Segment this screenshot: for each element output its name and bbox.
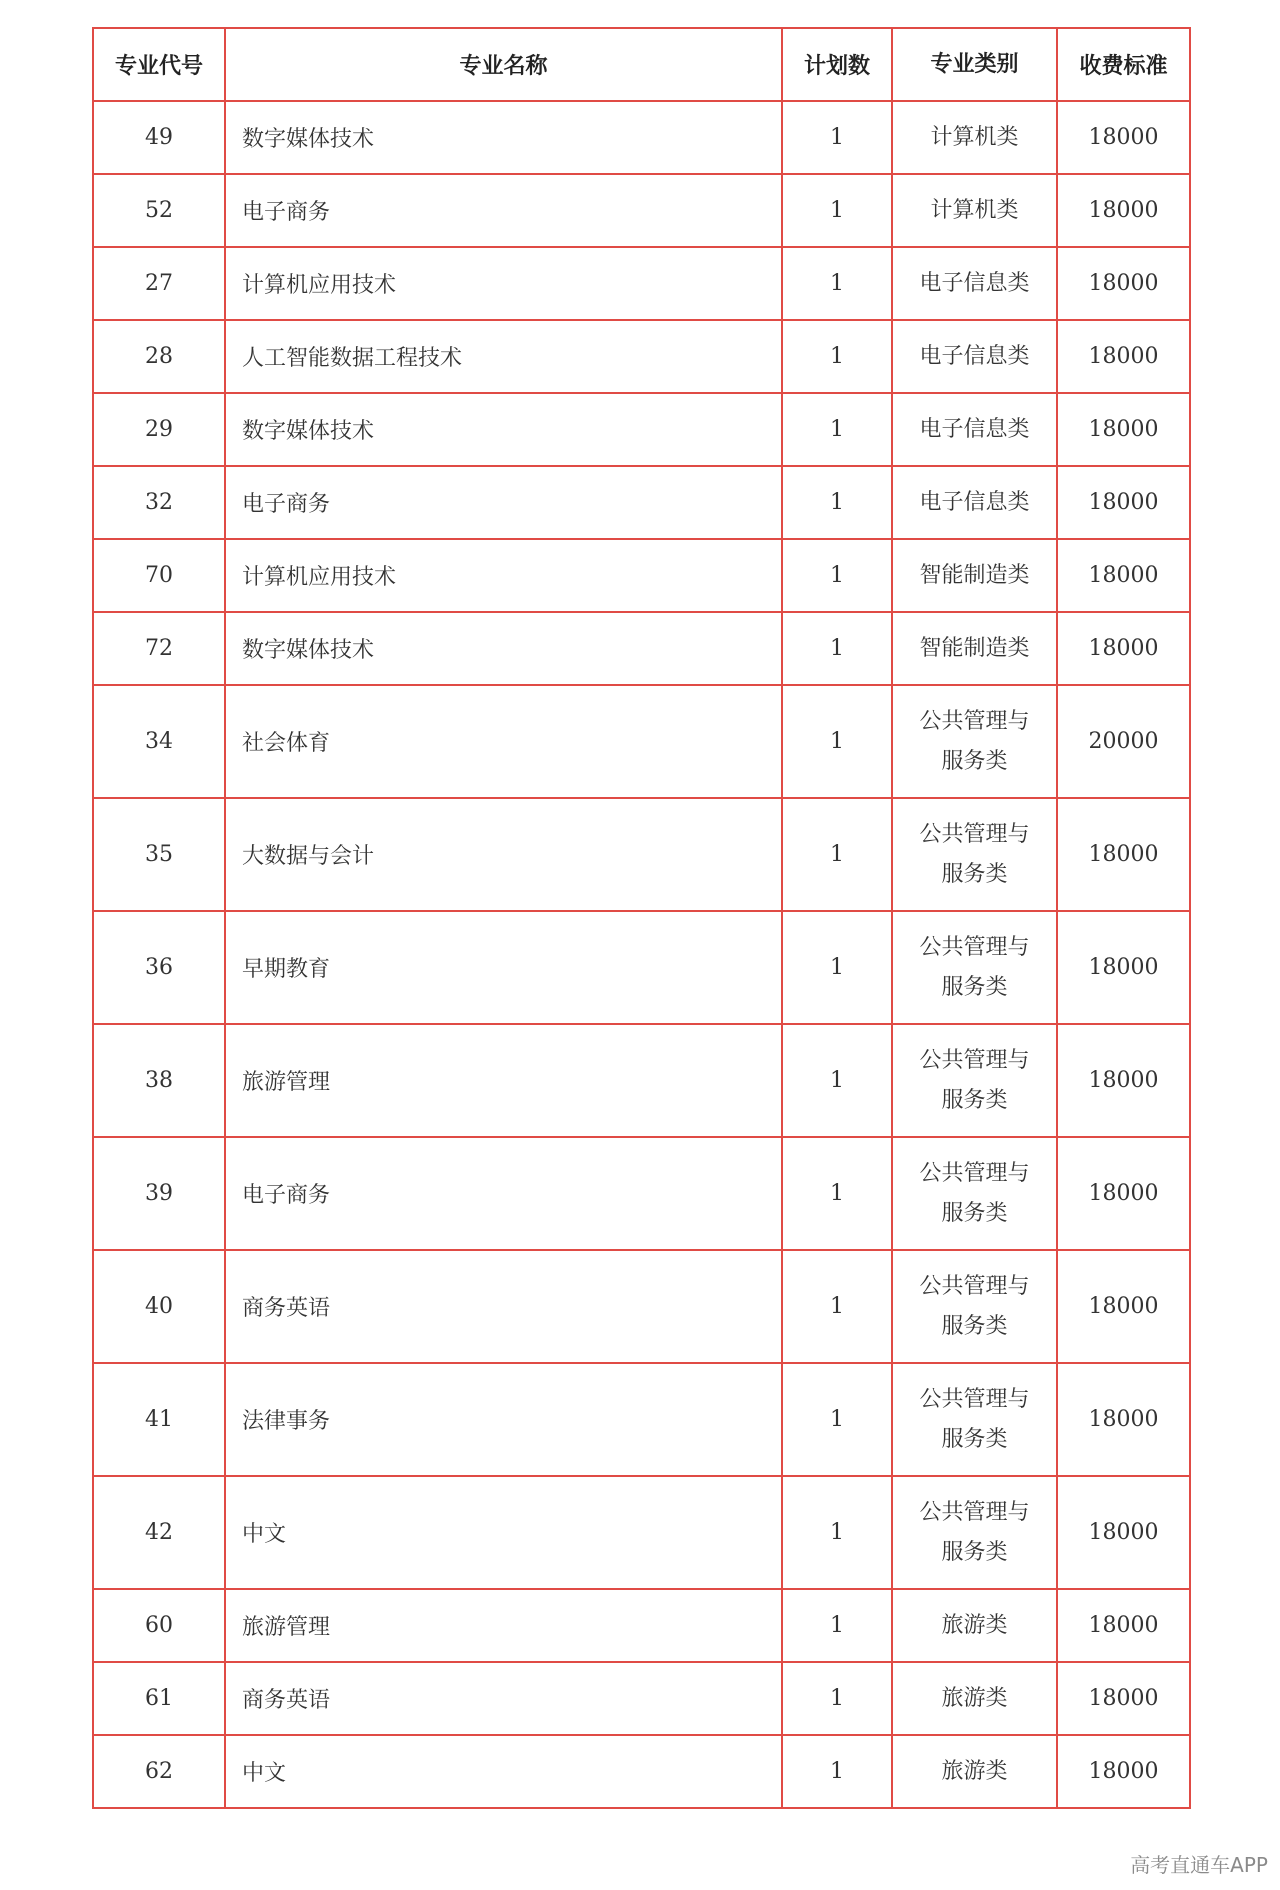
cell-plan: 1 — [782, 174, 892, 247]
cell-category — [892, 539, 1057, 612]
cell-plan: 1 — [782, 101, 892, 174]
cell-code: 49 — [93, 101, 225, 174]
table-body — [93, 101, 1190, 1808]
cell-plan: 1 — [782, 1024, 892, 1137]
cell-category — [892, 612, 1057, 685]
cell-name: 旅游管理 — [225, 1589, 782, 1662]
cell-name: 中文 — [225, 1735, 782, 1808]
cell-fee: 18000 — [1057, 1735, 1190, 1808]
cell-plan: 1 — [782, 1363, 892, 1476]
cell-name: 计算机应用技术 — [225, 247, 782, 320]
category-text: 电子信息类 — [919, 416, 1030, 442]
cell-name: 人工智能数据工程技术 — [225, 320, 782, 393]
header-fee: 收费标准 — [1057, 28, 1190, 101]
cell-fee: 18000 — [1057, 612, 1190, 685]
cell-name: 大数据与会计 — [225, 798, 782, 911]
table-row — [93, 466, 1190, 539]
cell-fee: 18000 — [1057, 1024, 1190, 1137]
cell-name: 数字媒体技术 — [225, 101, 782, 174]
enrollment-plan-table — [92, 27, 1191, 1809]
cell-plan: 1 — [782, 247, 892, 320]
cell-fee: 18000 — [1057, 1476, 1190, 1589]
cell-fee: 18000 — [1057, 393, 1190, 466]
cell-fee: 18000 — [1057, 798, 1190, 911]
cell-fee: 18000 — [1057, 911, 1190, 1024]
cell-code: 32 — [93, 466, 225, 539]
table-row — [93, 1137, 1190, 1250]
table-header-row — [93, 28, 1190, 101]
category-text: 公共管理与服务类 — [919, 708, 1030, 774]
cell-plan: 1 — [782, 1662, 892, 1735]
cell-fee: 18000 — [1057, 466, 1190, 539]
cell-code: 36 — [93, 911, 225, 1024]
category-text: 计算机类 — [930, 124, 1019, 150]
table-row — [93, 320, 1190, 393]
cell-category — [892, 1250, 1057, 1363]
cell-category — [892, 1137, 1057, 1250]
cell-code: 41 — [93, 1363, 225, 1476]
cell-name: 电子商务 — [225, 174, 782, 247]
cell-code: 29 — [93, 393, 225, 466]
category-text: 电子信息类 — [919, 343, 1030, 369]
cell-category — [892, 1662, 1057, 1735]
category-text: 智能制造类 — [919, 635, 1030, 661]
cell-fee: 18000 — [1057, 320, 1190, 393]
table-row — [93, 539, 1190, 612]
table-row — [93, 798, 1190, 911]
cell-fee: 18000 — [1057, 1250, 1190, 1363]
cell-plan: 1 — [782, 1589, 892, 1662]
cell-category — [892, 1735, 1057, 1808]
table-row — [93, 1363, 1190, 1476]
table-row — [93, 612, 1190, 685]
cell-code: 34 — [93, 685, 225, 798]
cell-category — [892, 247, 1057, 320]
cell-code: 27 — [93, 247, 225, 320]
cell-code: 40 — [93, 1250, 225, 1363]
cell-name: 电子商务 — [225, 466, 782, 539]
category-text: 公共管理与服务类 — [919, 1499, 1030, 1565]
cell-category — [892, 1476, 1057, 1589]
cell-name: 商务英语 — [225, 1662, 782, 1735]
cell-fee: 18000 — [1057, 247, 1190, 320]
cell-code: 39 — [93, 1137, 225, 1250]
table-row — [93, 1476, 1190, 1589]
cell-name: 中文 — [225, 1476, 782, 1589]
cell-code: 42 — [93, 1476, 225, 1589]
category-text: 电子信息类 — [919, 489, 1030, 515]
header-code: 专业代号 — [93, 28, 225, 101]
cell-code: 72 — [93, 612, 225, 685]
table-row — [93, 1024, 1190, 1137]
category-text: 公共管理与服务类 — [919, 934, 1030, 1000]
cell-category — [892, 174, 1057, 247]
category-text: 公共管理与服务类 — [919, 1273, 1030, 1339]
cell-fee: 18000 — [1057, 1589, 1190, 1662]
header-category: 专业类别 — [892, 28, 1057, 101]
category-text: 公共管理与服务类 — [919, 1386, 1030, 1452]
cell-plan: 1 — [782, 685, 892, 798]
cell-fee: 18000 — [1057, 1662, 1190, 1735]
cell-category — [892, 466, 1057, 539]
cell-fee: 18000 — [1057, 1137, 1190, 1250]
cell-code: 70 — [93, 539, 225, 612]
cell-fee: 20000 — [1057, 685, 1190, 798]
cell-category — [892, 685, 1057, 798]
cell-name: 计算机应用技术 — [225, 539, 782, 612]
cell-plan: 1 — [782, 798, 892, 911]
cell-name: 旅游管理 — [225, 1024, 782, 1137]
cell-plan: 1 — [782, 612, 892, 685]
cell-code: 38 — [93, 1024, 225, 1137]
category-text: 公共管理与服务类 — [919, 821, 1030, 887]
cell-name: 数字媒体技术 — [225, 612, 782, 685]
cell-plan: 1 — [782, 393, 892, 466]
cell-name: 早期教育 — [225, 911, 782, 1024]
category-text: 公共管理与服务类 — [919, 1160, 1030, 1226]
cell-category — [892, 1589, 1057, 1662]
table-row — [93, 174, 1190, 247]
table-row — [93, 1662, 1190, 1735]
cell-plan: 1 — [782, 1476, 892, 1589]
cell-code: 35 — [93, 798, 225, 911]
cell-fee: 18000 — [1057, 174, 1190, 247]
table-row — [93, 1735, 1190, 1808]
cell-name: 法律事务 — [225, 1363, 782, 1476]
table-row — [93, 247, 1190, 320]
category-text: 公共管理与服务类 — [919, 1047, 1030, 1113]
cell-fee: 18000 — [1057, 101, 1190, 174]
cell-code: 62 — [93, 1735, 225, 1808]
table-row — [93, 685, 1190, 798]
cell-code: 28 — [93, 320, 225, 393]
cell-plan: 1 — [782, 911, 892, 1024]
category-text: 旅游类 — [941, 1758, 1008, 1784]
cell-code: 60 — [93, 1589, 225, 1662]
cell-name: 商务英语 — [225, 1250, 782, 1363]
cell-category — [892, 393, 1057, 466]
cell-category — [892, 911, 1057, 1024]
category-text: 计算机类 — [930, 197, 1019, 223]
cell-name: 社会体育 — [225, 685, 782, 798]
cell-plan: 1 — [782, 320, 892, 393]
table-row — [93, 1250, 1190, 1363]
watermark-text: 高考直通车APP — [1130, 1853, 1268, 1877]
cell-category — [892, 101, 1057, 174]
cell-code: 61 — [93, 1662, 225, 1735]
cell-plan: 1 — [782, 1137, 892, 1250]
category-text: 智能制造类 — [919, 562, 1030, 588]
cell-plan: 1 — [782, 1250, 892, 1363]
cell-code: 52 — [93, 174, 225, 247]
cell-fee: 18000 — [1057, 1363, 1190, 1476]
table-row — [93, 1589, 1190, 1662]
cell-plan: 1 — [782, 1735, 892, 1808]
table-row — [93, 911, 1190, 1024]
table-row — [93, 393, 1190, 466]
cell-fee: 18000 — [1057, 539, 1190, 612]
category-text: 旅游类 — [941, 1685, 1008, 1711]
cell-name: 数字媒体技术 — [225, 393, 782, 466]
category-text: 电子信息类 — [919, 270, 1030, 296]
cell-category — [892, 1363, 1057, 1476]
header-plan: 计划数 — [782, 28, 892, 101]
category-text: 旅游类 — [941, 1612, 1008, 1638]
cell-name: 电子商务 — [225, 1137, 782, 1250]
cell-plan: 1 — [782, 539, 892, 612]
cell-category — [892, 320, 1057, 393]
table-row — [93, 101, 1190, 174]
cell-plan: 1 — [782, 466, 892, 539]
cell-category — [892, 1024, 1057, 1137]
cell-category — [892, 798, 1057, 911]
header-name: 专业名称 — [225, 28, 782, 101]
